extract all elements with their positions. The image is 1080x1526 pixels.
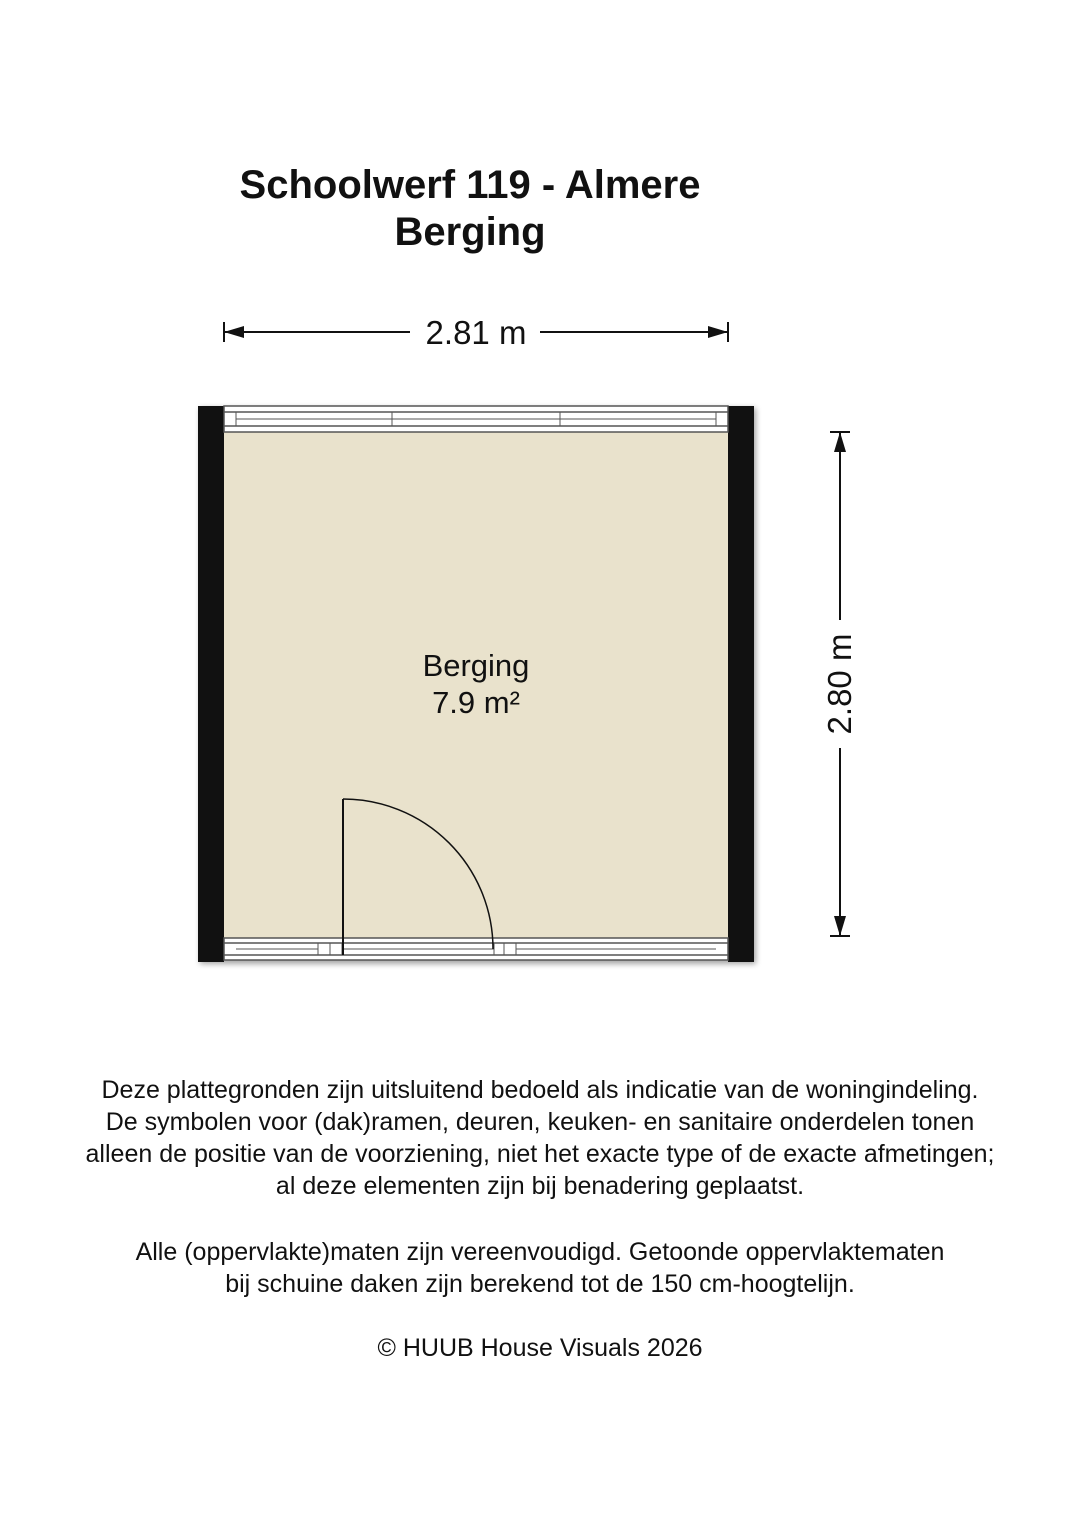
copyright-notice: © HUUB House Visuals 2026 xyxy=(377,1334,703,1362)
arrow-left-icon xyxy=(224,326,244,338)
width-dimension xyxy=(224,314,728,351)
disclaimer-line: Deze plattegronden zijn uitsluitend bedoeld als indicatie van de woningindeling. xyxy=(101,1076,979,1104)
width-label: 2.81 m xyxy=(425,314,527,351)
arrow-down-icon xyxy=(834,916,846,936)
disclaimer-paragraph-1 xyxy=(0,1074,1080,1202)
arrow-up-icon xyxy=(834,432,846,452)
disclaimer-paragraph-2 xyxy=(0,1236,1080,1300)
height-dimension xyxy=(821,432,858,936)
disclaimer-line: al deze elementen zijn bij benadering geplaatst. xyxy=(275,1172,805,1200)
height-label: 2.80 m xyxy=(821,633,858,735)
room-area: 7.9 m² xyxy=(432,685,520,720)
disclaimer-line: Alle (oppervlakte)maten zijn vereenvoudigd. Getoonde oppervlaktematen xyxy=(135,1238,945,1266)
wall-right xyxy=(728,406,754,962)
wall-left xyxy=(198,406,224,962)
disclaimer-line: De symbolen voor (dak)ramen, deuren, keuken- en sanitaire onderdelen tonen xyxy=(105,1108,975,1136)
disclaimer-line: alleen de positie van de voorziening, niet het exacte type of de exacte afmetingen; xyxy=(85,1140,995,1168)
room-name: Berging xyxy=(422,648,530,683)
window-bottom xyxy=(224,938,728,960)
page-subtitle: Berging xyxy=(394,210,546,254)
window-top xyxy=(224,406,728,432)
page-title: Schoolwerf 119 - Almere xyxy=(239,163,701,207)
arrow-right-icon xyxy=(708,326,728,338)
disclaimer-line: bij schuine daken zijn berekend tot de 150 cm-hoogtelijn. xyxy=(225,1270,855,1298)
room-floor xyxy=(222,430,730,938)
